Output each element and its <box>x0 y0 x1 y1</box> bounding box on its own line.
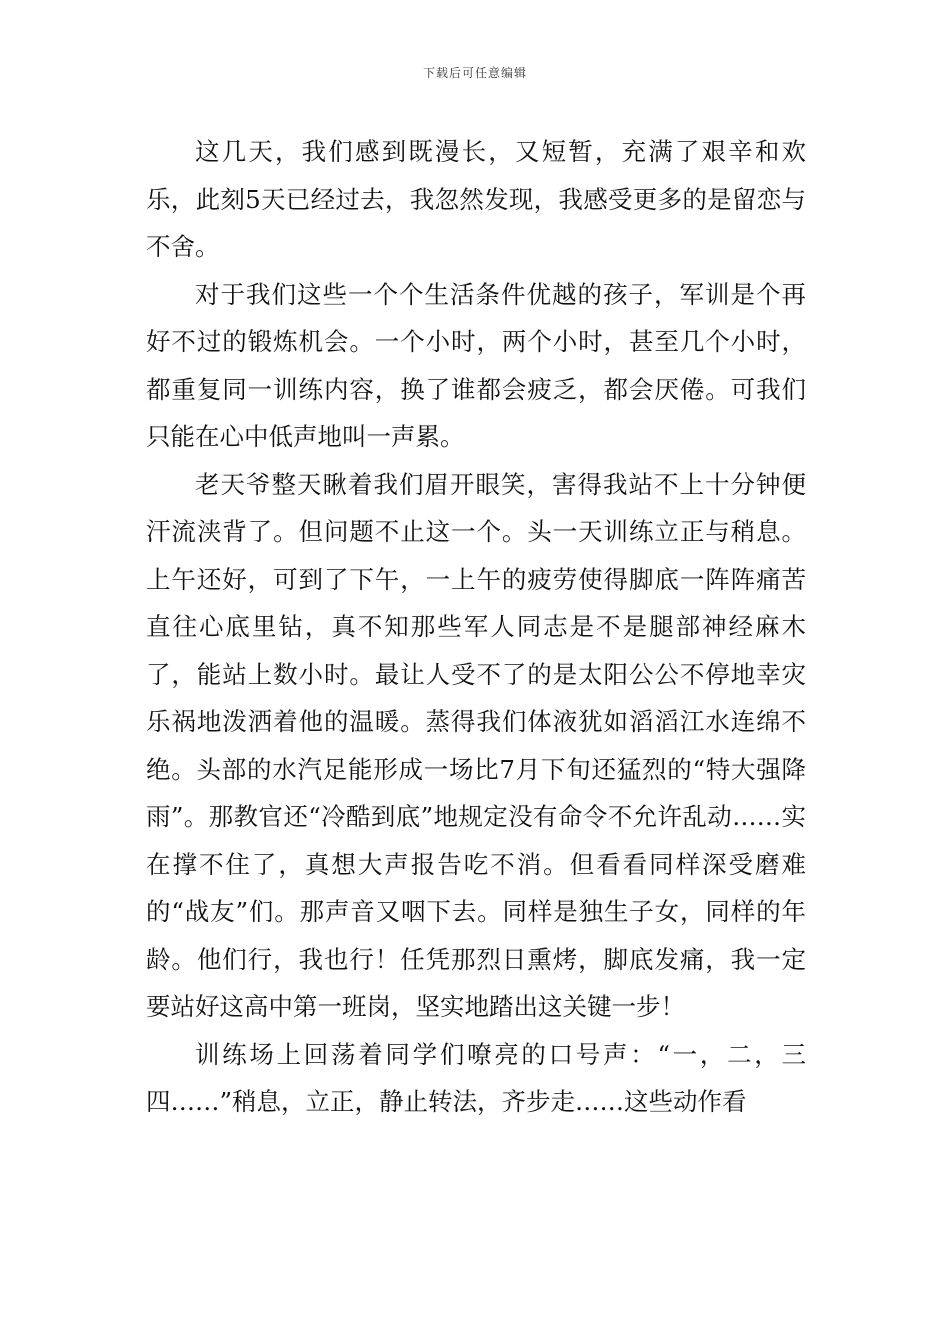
paragraph: 这几天，我们感到既漫长，又短暂，充满了艰辛和欢乐，此刻5天已经过去，我忽然发现，我感受更多的是留恋与不舍。 <box>146 137 806 261</box>
header-note: 下载后可任意编辑 <box>422 66 527 80</box>
paragraph: 对于我们这些一个个生活条件优越的孩子，军训是个再好不过的锻炼机会。一个小时，两个小时，甚至几个小时，都重复同一训练内容，换了谁都会疲乏，都会厌倦。可我们只能在心中低声地叫一声累。 <box>146 279 806 451</box>
paragraph: 老天爷整天瞅着我们眉开眼笑，害得我站不上十分钟便汗流浃背了。但问题不止这一个。头一天训练立正与稍息。上午还好，可到了下午，一上午的疲劳使得脚底一阵阵痛苦直往心底里钻，真不知那些军人同志是不是腿部神经麻木了，能站上数小时。最让人受不了的是太阳公公不停地幸灾乐祸地泼洒着他的温暖。蒸得我们体液犹如滔滔江水连绵不绝。头部的水汽足能形成一场比7月下旬还猛烈的“特大强降雨”。那教官还“冷酷到底”地规定没有命令不允许乱动……实在撑不住了，真想大声报告吃不消。但看看同样深受磨难的“战友”们。那声音又咽下去。同样是独生子女，同样的年龄。他们行，我也行！任凭那烈日熏烤，脚底发痛，我一定要站好这高中第一班岗，坚实地踏出这关键一步！ <box>146 469 806 1021</box>
document-body <box>146 128 806 1126</box>
paragraph: 训练场上回荡着同学们嘹亮的口号声：“一，二，三四……”稍息，立正，静止转法，齐步走……这些动作看 <box>146 1039 806 1116</box>
